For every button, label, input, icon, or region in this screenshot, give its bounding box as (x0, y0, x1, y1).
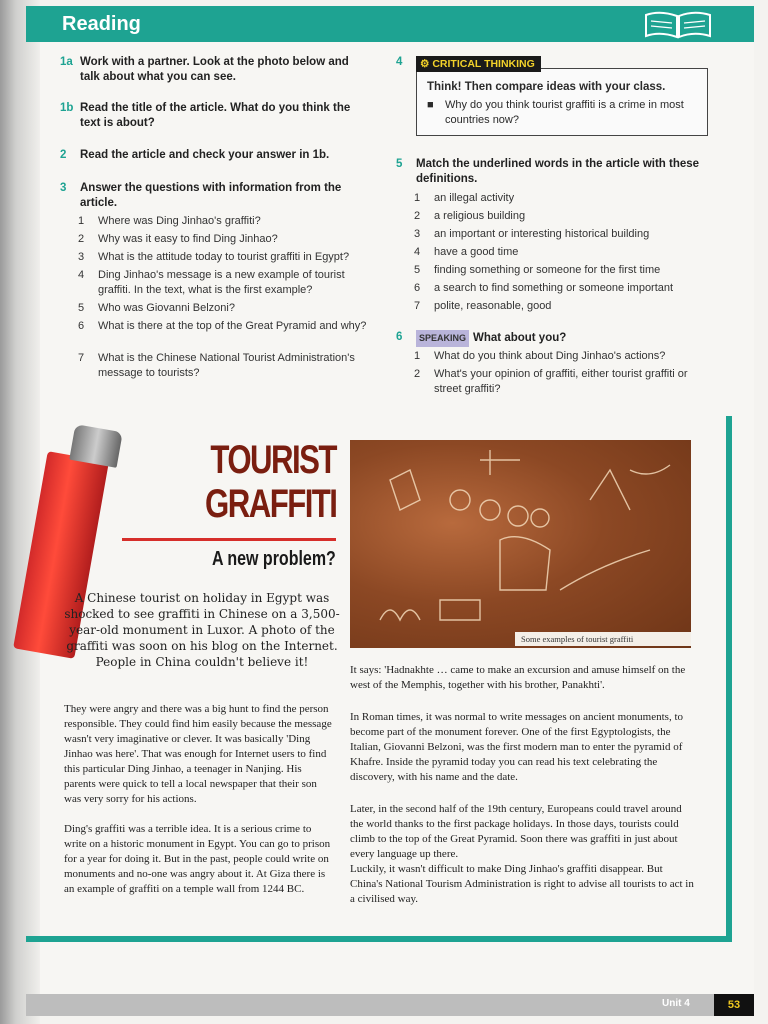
q3-item: 7 What is the Chinese National Tourist Administration's message to tourists? (78, 352, 355, 379)
question-text: Answer the questions with information from the article. (80, 182, 342, 209)
ct-heading: Think! Then compare ideas with your class. (427, 81, 666, 93)
question-6 (396, 330, 706, 347)
question-number: 2 (60, 149, 67, 161)
q5-item: 2 a religious building (414, 210, 526, 222)
question-1b (60, 101, 370, 131)
graffiti-photo (350, 440, 691, 648)
section-title: Reading (62, 13, 141, 35)
question-number: 1b (60, 102, 74, 114)
page-number: 53 (714, 994, 754, 1016)
q3-item: 5 Who was Giovanni Belzoni? (78, 302, 235, 314)
q6-item: 2 What's your opinion of graffiti, either tourist graffiti or street graffiti? (414, 368, 688, 395)
q5-item: 5 finding something or someone for the first time (414, 264, 661, 276)
article-paragraph: In Roman times, it was normal to write messages on ancient monuments, to become part of the monument forever. One of the first Egyptologists, the Italian, Giovanni Belzoni, was the first modern man to enter the pyramid of Khafre. Inside the pyramid today you can read his text celebrating the discovery, with his name and the date. (350, 711, 683, 783)
bullet-icon: ■ (427, 99, 434, 111)
question-3 (60, 181, 370, 211)
page-footer (26, 994, 754, 1016)
question-text: Work with a partner. Look at the photo below and talk about what you can see. (80, 56, 349, 83)
question-1a (60, 55, 370, 85)
q5-item: 3 an important or interesting historical building (414, 228, 650, 240)
q3-item: 6 What is there at the top of the Great Pyramid and why? (78, 320, 367, 332)
article-title-block (120, 438, 336, 588)
book-icon (642, 9, 714, 39)
question-number: 3 (60, 182, 67, 194)
article-paragraph: Luckily, it wasn't difficult to make Ding Jinhao's graffiti disappear. But China's National Tourism Administration is right to advise all tourists to act in a civilised way. (350, 863, 694, 905)
question-5 (396, 157, 706, 187)
critical-thinking-tag: ⚙ CRITICAL THINKING (416, 56, 541, 72)
article-title-line1: TOURIST (210, 438, 336, 482)
question-2 (60, 148, 370, 163)
question-text: What about you? (473, 332, 567, 344)
ct-bullet: ■ Why do you think tourist graffiti is a crime in most countries now? (427, 99, 684, 126)
article-paragraph: They were angry and there was a big hunt to find the person responsible. They could find him easily because the message wasn't very imaginative or clever. It was basically 'Ding Jinhao was here'. That was enough for Internet users to find this particular Ding Jinhao, a teenager in Nanjing. His parents were quick to tell a local newspaper that their son was very sorry for his actions. (64, 703, 332, 805)
question-text: Read the article and check your answer in 1b. (80, 149, 330, 161)
question-number: 1a (60, 56, 73, 68)
article-paragraph: Ding's graffiti was a terrible idea. It is a serious crime to write on a historic monument in Egypt. You can go to prison for a year for doing it. But in the past, people could write on monuments and no-one was angry about it. At Giza there is an example of graffiti on a temple wall from 1244 BC. (64, 823, 331, 895)
graffiti-scratches (350, 440, 691, 648)
critical-thinking-box (416, 68, 708, 136)
title-divider (122, 538, 336, 541)
article-title-line2: GRAFFITI (204, 482, 336, 526)
speaking-tag: SPEAKING (416, 330, 469, 347)
gear-icon: ⚙ (420, 58, 430, 70)
question-4-number: 4 (396, 56, 403, 68)
q5-item: 7 polite, reasonable, good (414, 300, 552, 312)
section-header (26, 6, 754, 42)
q3-item: 1 Where was Ding Jinhao's graffiti? (78, 215, 261, 227)
q5-item: 4 have a good time (414, 246, 519, 258)
question-text: Read the title of the article. What do you think the text is about? (80, 102, 351, 129)
article-intro: A Chinese tourist on holiday in Egypt was shocked to see graffiti in Chinese on a 3,500-year-old monument in Luxor. A photo of the graffiti was soon on his blog on the Internet. People in China couldn't believe it! (64, 591, 340, 669)
article-subtitle: A new problem? (212, 548, 336, 570)
q3-item: 2 Why was it easy to find Ding Jinhao? (78, 233, 278, 245)
q3-item: 3 What is the attitude today to tourist graffiti in Egypt? (78, 251, 350, 263)
q6-item: 1 What do you think about Ding Jinhao's actions? (414, 350, 666, 362)
unit-label: Unit 4 (662, 998, 690, 1009)
question-text: Match the underlined words in the article with these definitions. (416, 158, 700, 185)
question-number: 5 (396, 158, 403, 170)
article-paragraph: Later, in the second half of the 19th century, Europeans could travel around the world thanks to the first package holidays. In those days, tourists could climb to the top of the Great Pyramid. Soon there was graffiti in just about every language up there. (350, 803, 682, 860)
article-paragraph: It says: 'Hadnakhte … came to make an excursion and amuse himself on the west of the Memphis, together with his brother, Panakhti'. (350, 664, 686, 691)
question-number: 6 (396, 331, 403, 343)
q5-item: 1 an illegal activity (414, 192, 515, 204)
photo-caption: Some examples of tourist graffiti (515, 632, 691, 646)
q5-item: 6 a search to find something or someone important (414, 282, 674, 294)
q3-item: 4 Ding Jinhao's message is a new example of tourist graffiti. In the text, what is the first example? (78, 269, 345, 296)
